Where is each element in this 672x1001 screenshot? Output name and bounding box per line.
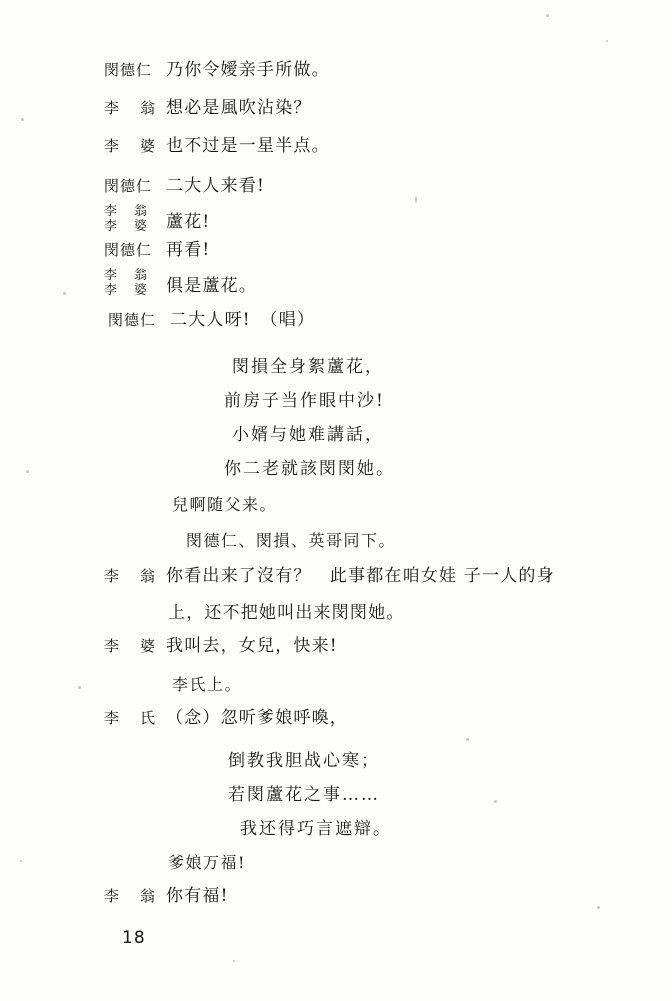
speaker-label: 李 翁 (104, 887, 159, 905)
script-inset-line: 爹娘万福! (168, 853, 246, 872)
dialogue-text: 想必是風吹沾染？ (166, 98, 312, 118)
script-line (104, 176, 265, 196)
script-line (104, 566, 555, 586)
speaker-label: 閔德仁 (104, 177, 153, 195)
page-number: 18 (122, 928, 146, 948)
verse-line: 你二老就該閔閔她。 (224, 459, 395, 479)
speaker-label: 李 婆 (104, 283, 150, 298)
verse-line: 我还得巧言遮辯。 (240, 819, 392, 839)
dialogue-text: 二大人来看! (166, 176, 266, 196)
dialogue-text: 俱是蘆花。 (166, 275, 257, 296)
dialogue-text: 再看! (166, 240, 211, 260)
script-line (104, 636, 338, 656)
dialogue-text-continued: 上，还不把她叫出来閔閔她。 (168, 603, 405, 623)
stage-direction: 李氏上。 (172, 675, 243, 694)
verse-line: 若閔蘆花之事…… (228, 785, 380, 805)
verse-line: 倒教我胆战心寒； (228, 751, 380, 771)
verse-line: 小婿与她难講話， (232, 425, 384, 445)
verse-line: 閔損全身絮蘆花， (232, 357, 384, 377)
script-inset-line: 兒啊随父来。 (172, 495, 278, 514)
speaker-label: 閔德仁 (104, 61, 153, 79)
dialogue-text: 蘆花! (166, 211, 211, 232)
dialogue-text: 我叫去，女兒，快来! (166, 636, 338, 656)
speaker-label: 李 婆 (104, 137, 159, 155)
script-line-dual (104, 268, 257, 298)
speaker-label: 李 翁 (104, 268, 150, 283)
speaker-label: 李 翁 (104, 567, 159, 585)
stage-direction: 閔德仁、閔損、英哥同下。 (186, 531, 397, 550)
speaker-label: 李 婆 (104, 219, 150, 234)
script-line (108, 310, 315, 330)
speaker-pair (104, 204, 166, 234)
dialogue-text: （念）忽听爹娘呼喚， (166, 708, 348, 728)
script-line (104, 98, 312, 118)
script-line (104, 136, 330, 156)
dialogue-text: 你看出来了沒有？ 此事都在咱女娃 子一人的身 (166, 566, 555, 586)
speaker-label: 李 翁 (104, 204, 150, 219)
dialogue-text: 也不过是一星半点。 (166, 136, 330, 156)
dialogue-text: 你有福! (166, 886, 229, 906)
script-line (104, 708, 348, 728)
script-line (104, 240, 210, 260)
speaker-label: 閔德仁 (108, 311, 157, 329)
dialogue-text: 乃你令嬡亲手所做。 (166, 60, 330, 80)
speaker-label: 李 婆 (104, 637, 159, 655)
script-line-dual (104, 204, 210, 234)
speaker-pair (104, 268, 166, 298)
dialogue-text: 二大人呀! （唱） (170, 310, 316, 330)
speaker-label: 李 氏 (104, 709, 159, 727)
verse-line: 前房子当作眼中沙! (224, 391, 385, 411)
script-line (104, 886, 229, 906)
script-line (104, 60, 330, 80)
speaker-label: 李 翁 (104, 99, 159, 117)
speaker-label: 閔德仁 (104, 241, 153, 259)
